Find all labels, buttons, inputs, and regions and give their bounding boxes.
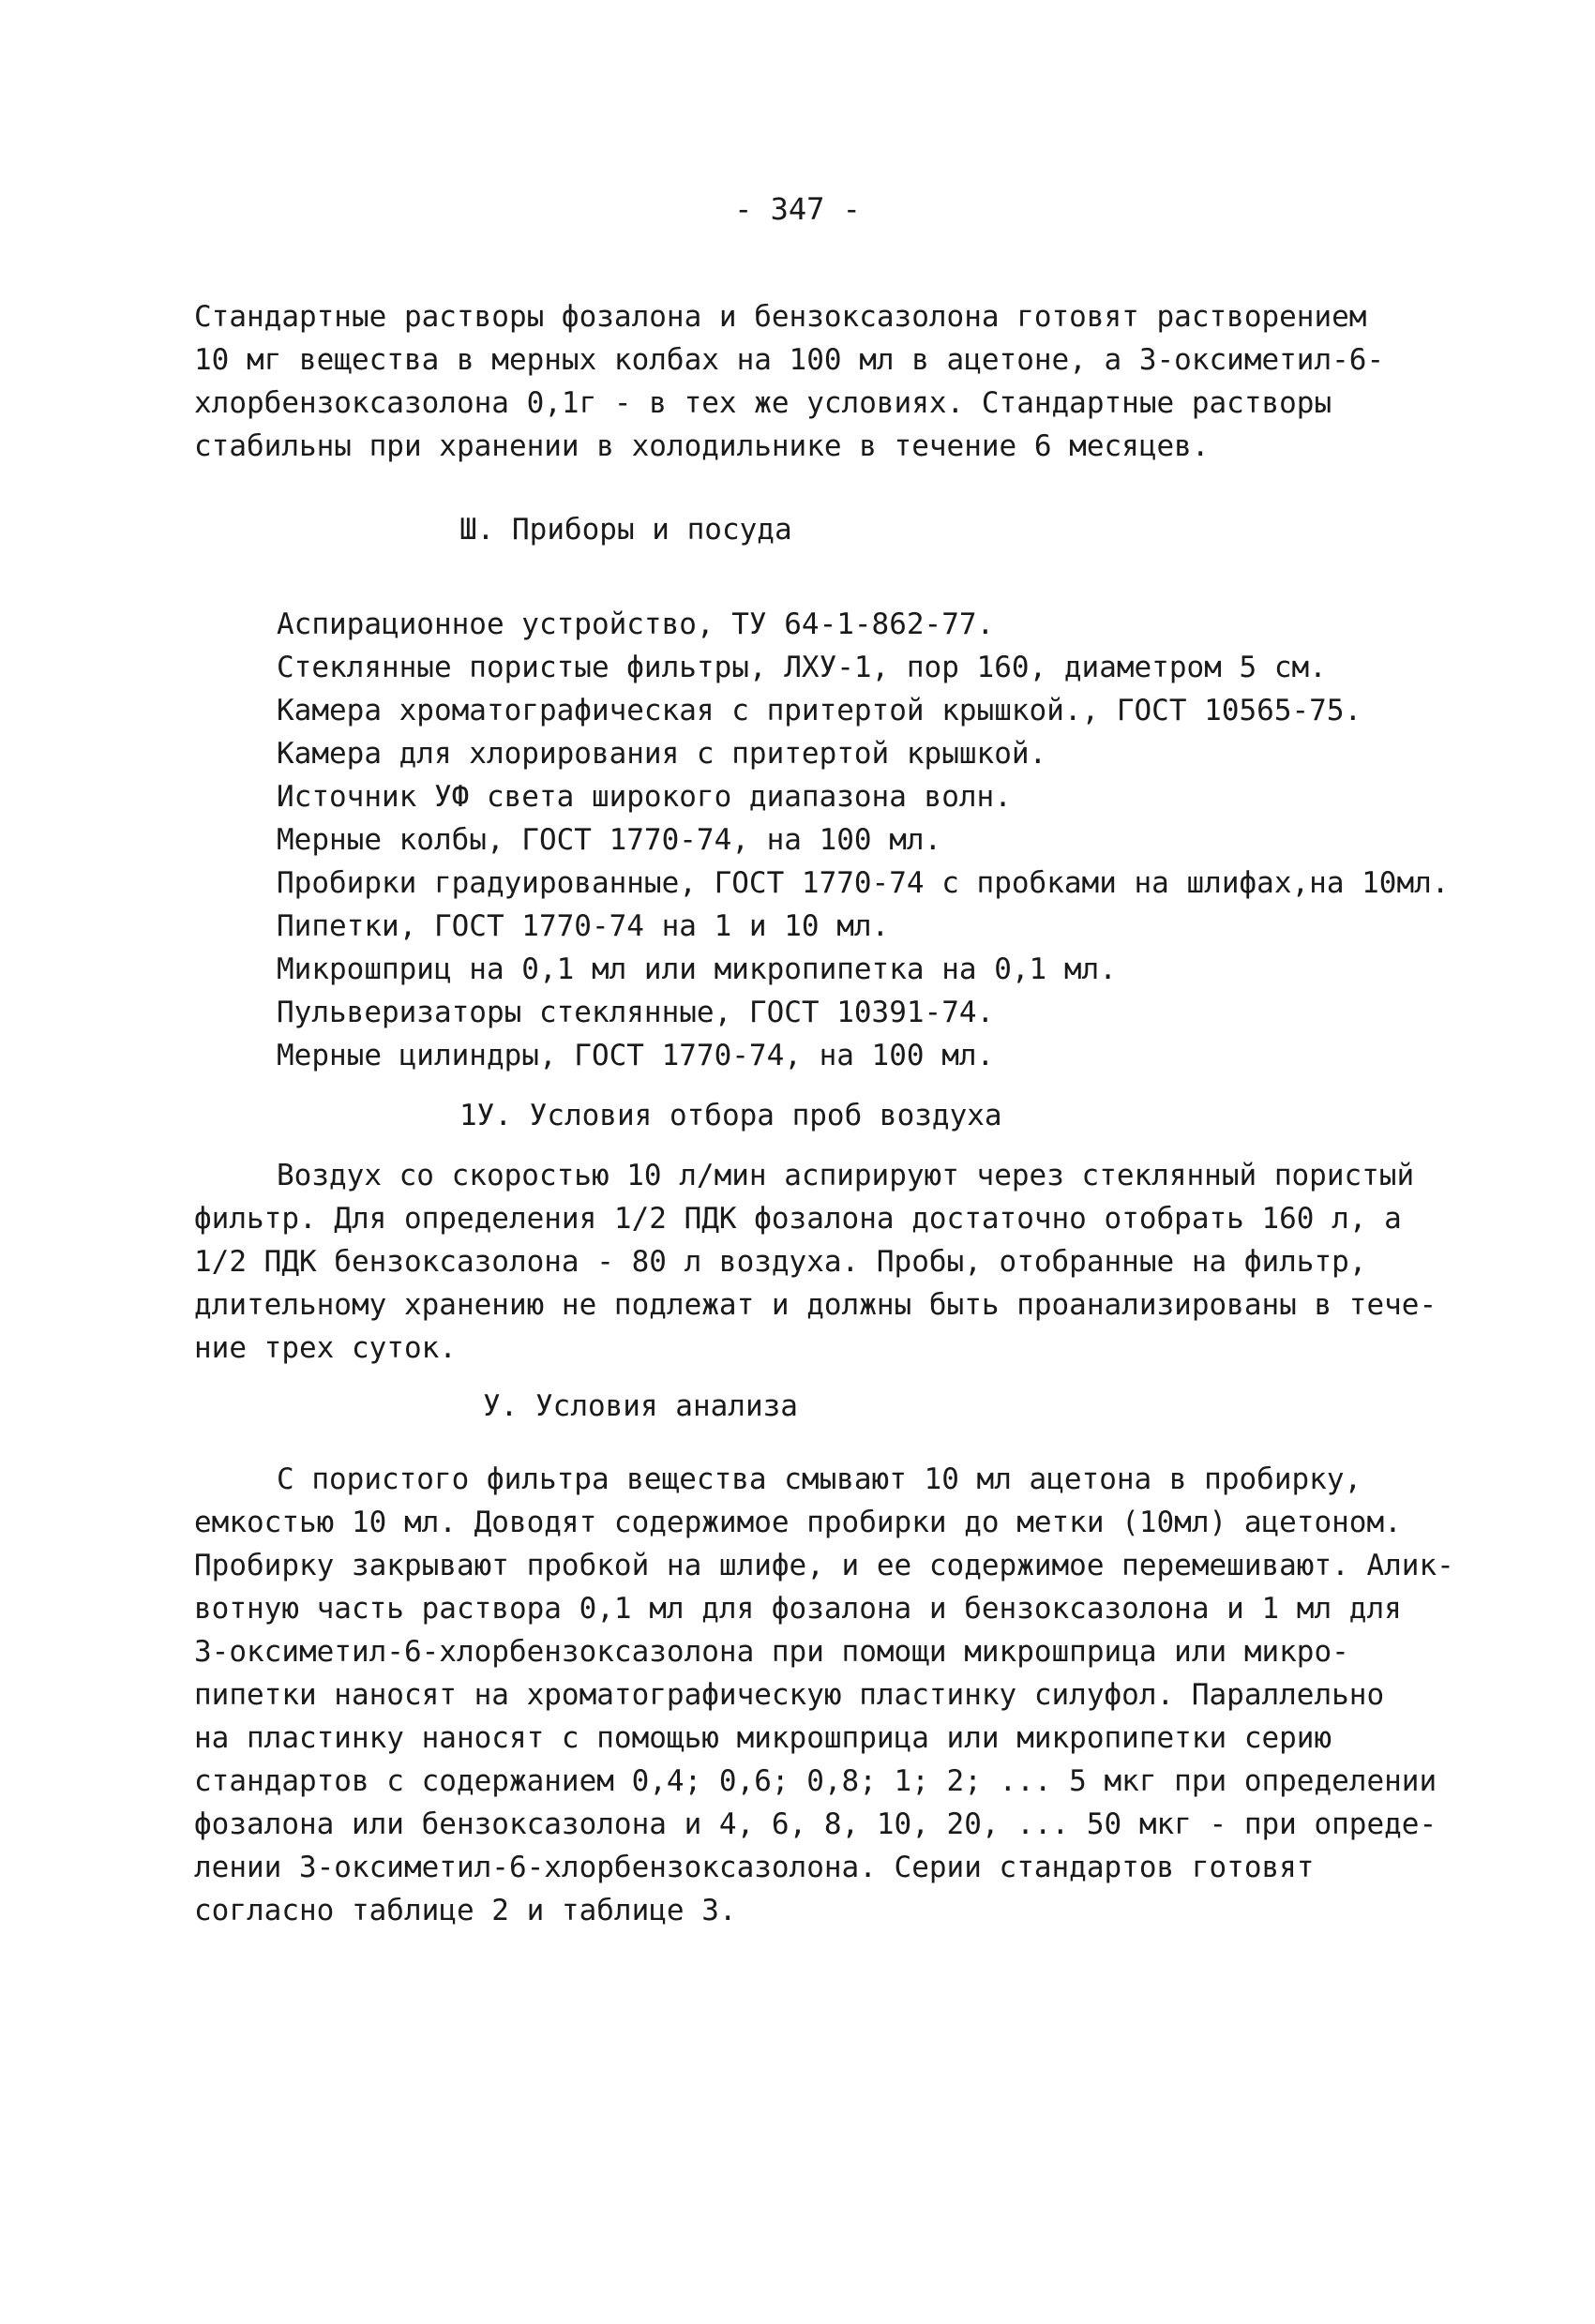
equipment-item: Пипетки, ГОСТ 1770-74 на 1 и 10 мл. [277, 909, 890, 943]
analysis-line: стандартов с содержанием 0,4; 0,6; 0,8; 1; 2; ... 5 мкг при определении [194, 1764, 1437, 1798]
intro-line: Стандартные растворы фозалона и бензоксазолона готовят растворением [194, 300, 1367, 334]
intro-line: хлорбензоксазолона 0,1г - в тех же условиях. Стандартные растворы [194, 386, 1332, 420]
equipment-item: Пробирки градуированные, ГОСТ 1770-74 с пробками на шлифах,на 10мл. [277, 866, 1450, 900]
equipment-item: Камера для хлорирования с притертой крышкой. [277, 737, 1047, 771]
sampling-line: фильтр. Для определения 1/2 ПДК фозалона достаточно отобрать 160 л, а [194, 1202, 1402, 1236]
analysis-line: лении 3-оксиметил-6-хлорбензоксазолона. Серии стандартов готовят [194, 1851, 1315, 1884]
analysis-line: на пластинку наносят с помощью микрошприца или микропипетки серию [194, 1721, 1332, 1755]
analysis-line: 3-оксиметил-6-хлорбензоксазолона при помощи микрошприца или микро- [194, 1635, 1349, 1669]
analysis-line: емкостью 10 мл. Доводят содержимое пробирки до метки (10мл) ацетоном. [194, 1506, 1402, 1539]
analysis-line: Пробирку закрывают пробкой на шлифе, и ее содержимое перемешивают. Алик- [194, 1549, 1454, 1582]
page-number: - 347 - [734, 191, 861, 227]
equipment-item: Мерные цилиндры, ГОСТ 1770-74, на 100 мл. [277, 1039, 995, 1072]
section-heading-analysis: У. Условия анализа [483, 1389, 798, 1423]
intro-line: 10 мг вещества в мерных колбах на 100 мл в ацетоне, а 3-оксиметил-6- [194, 343, 1385, 377]
analysis-line: согласно таблице 2 и таблице 3. [194, 1894, 737, 1927]
analysis-line: пипетки наносят на хроматографическую пластинку силуфол. Параллельно [194, 1678, 1385, 1712]
equipment-item: Аспирационное устройство, ТУ 64-1-862-77. [277, 607, 995, 641]
equipment-item: Источник УФ света широкого диапазона волн. [277, 780, 1012, 814]
sampling-line: ние трех суток. [194, 1331, 457, 1365]
analysis-line: фозалона или бензоксазолона и 4, 6, 8, 10, 20, ... 50 мкг - при опреде- [194, 1807, 1437, 1841]
sampling-line: 1/2 ПДК бензоксазолона - 80 л воздуха. Пробы, отобранные на фильтр, [194, 1245, 1367, 1279]
equipment-item: Камера хроматографическая с притертой крышкой., ГОСТ 10565-75. [277, 694, 1362, 727]
analysis-line: вотную часть раствора 0,1 мл для фозалона и бензоксазолона и 1 мл для [194, 1592, 1402, 1626]
equipment-item: Микрошприц на 0,1 мл или микропипетка на 0,1 мл. [277, 952, 1117, 986]
section-heading-sampling: 1У. Условия отбора проб воздуха [459, 1099, 1002, 1132]
sampling-line: длительному хранению не подлежат и должны быть проанализированы в тече- [194, 1288, 1437, 1322]
equipment-item: Пульверизаторы стеклянные, ГОСТ 10391-74. [277, 996, 995, 1029]
analysis-line: С пористого фильтра вещества смывают 10 мл ацетона в пробирку, [277, 1462, 1362, 1496]
intro-line: стабильны при хранении в холодильнике в течение 6 месяцев. [194, 429, 1210, 463]
section-heading-equipment: Ш. Приборы и посуда [459, 513, 792, 547]
equipment-item: Мерные колбы, ГОСТ 1770-74, на 100 мл. [277, 823, 942, 857]
equipment-item: Стеклянные пористые фильтры, ЛХУ-1, пор 160, диаметром 5 см. [277, 651, 1327, 684]
sampling-line: Воздух со скоростью 10 л/мин аспирируют через стеклянный пористый [277, 1159, 1415, 1192]
